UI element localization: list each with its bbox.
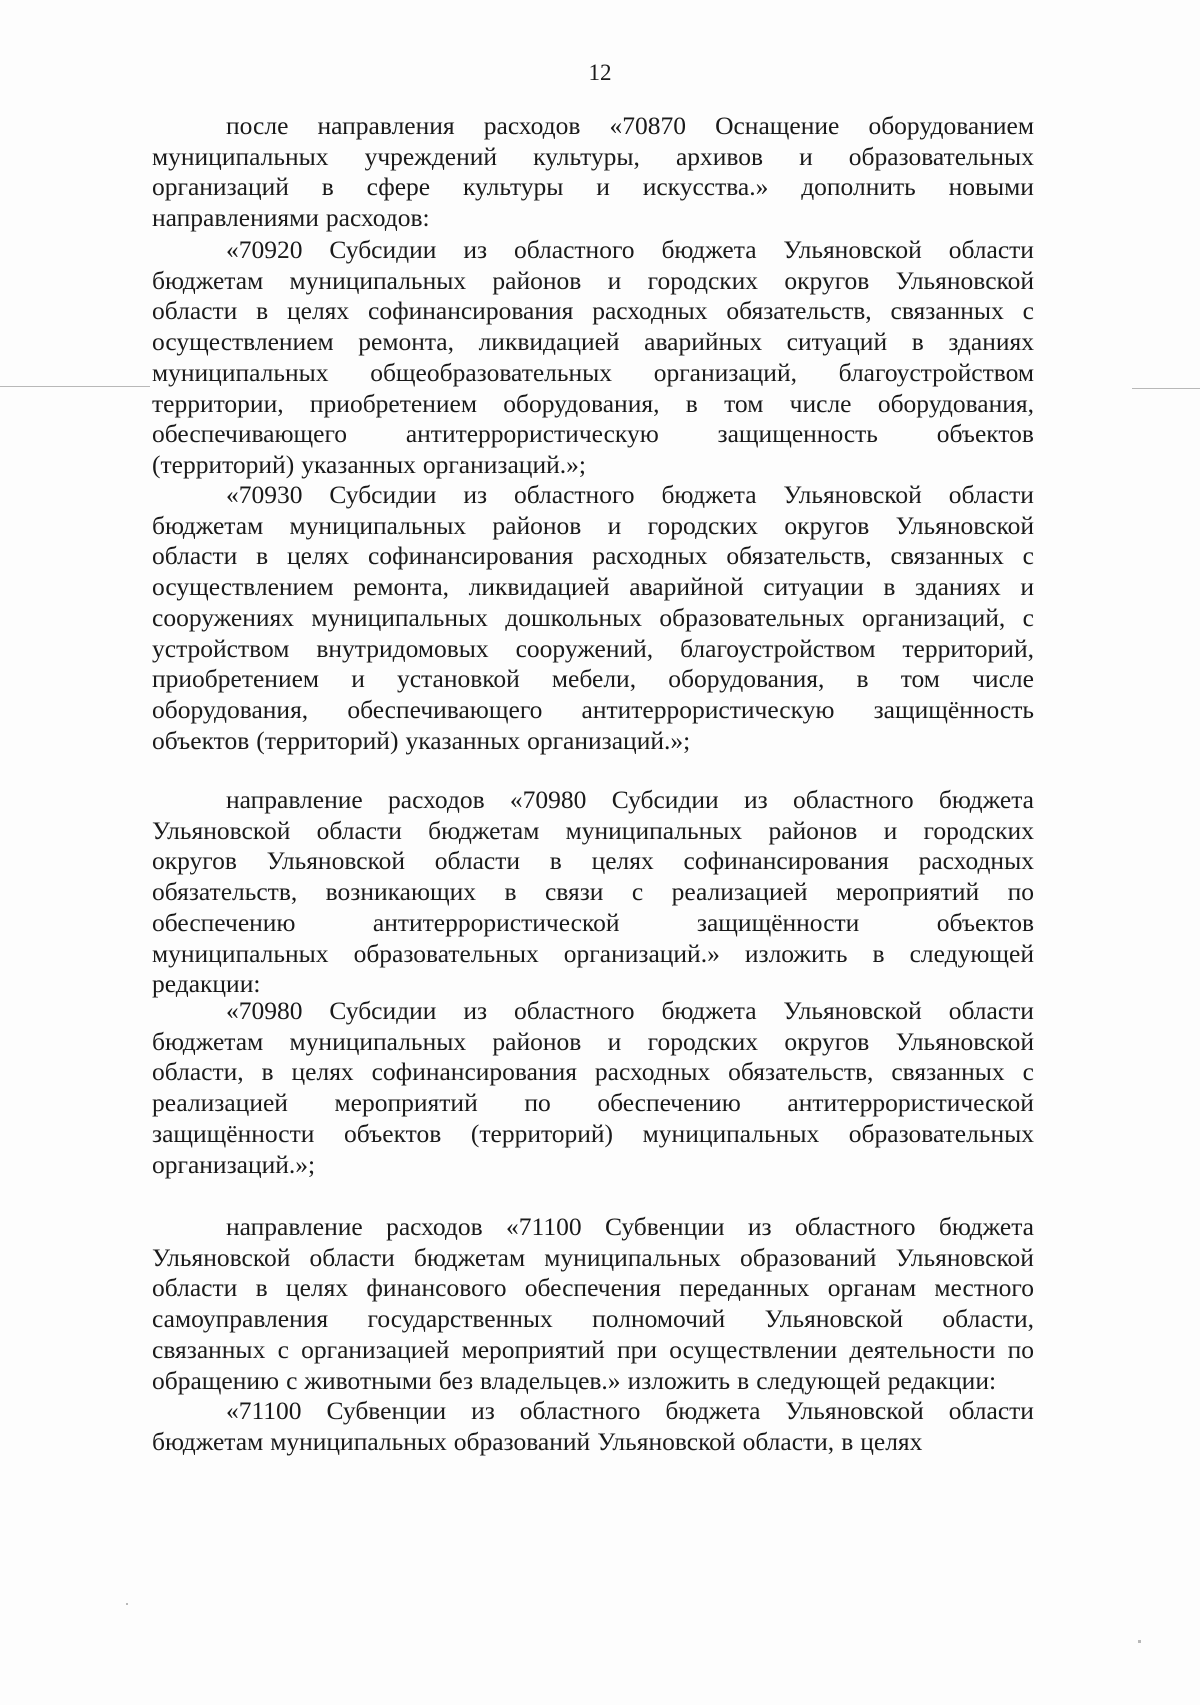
text-line: муниципальных образовательных организаций.» изложить в следующей xyxy=(152,939,1034,968)
text-line: «71100 Субвенции из областного бюджета Ульяновской области xyxy=(226,1396,1034,1425)
text-line: бюджетам муниципальных районов и городских округов Ульяновской xyxy=(152,1027,1034,1056)
text-line: направление расходов «70980 Субсидии из областного бюджета xyxy=(226,785,1034,814)
scan-artifact-dot xyxy=(126,1603,128,1605)
text-line: устройством внутридомовых сооружений, благоустройством территорий, xyxy=(152,634,1034,663)
text-line: округов Ульяновской области в целях софинансирования расходных xyxy=(152,846,1034,875)
text-line: организаций.»; xyxy=(152,1150,316,1179)
scan-artifact-line xyxy=(0,386,150,387)
scan-artifact-line xyxy=(1132,388,1200,389)
text-line: осуществлением ремонта, ликвидацией аварийных ситуаций в зданиях xyxy=(152,327,1034,356)
text-line: обращению с животными без владельцев.» изложить в следующей редакции: xyxy=(152,1366,997,1395)
text-line: (территорий) указанных организаций.»; xyxy=(152,450,586,479)
text-line: реализацией мероприятий по обеспечению антитеррористической xyxy=(152,1088,1034,1117)
text-line: области, в целях софинансирования расходных обязательств, связанных с xyxy=(152,1057,1034,1086)
text-line: «70920 Субсидии из областного бюджета Ульяновской области xyxy=(226,235,1034,264)
text-line: осуществлением ремонта, ликвидацией аварийной ситуации в зданиях и xyxy=(152,572,1034,601)
text-line: бюджетам муниципальных образований Ульяновской области, в целях xyxy=(152,1427,923,1456)
text-line: бюджетам муниципальных районов и городских округов Ульяновской xyxy=(152,511,1034,540)
text-line: приобретением и установкой мебели, оборудования, в том числе xyxy=(152,664,1034,693)
text-line: муниципальных учреждений культуры, архивов и образовательных xyxy=(152,142,1034,171)
text-line: самоуправления государственных полномочий Ульяновской области, xyxy=(152,1304,1034,1333)
text-line: обеспечению антитеррористической защищённости объектов xyxy=(152,908,1034,937)
text-line: «70930 Субсидии из областного бюджета Ульяновской области xyxy=(226,480,1034,509)
text-line: области в целях софинансирования расходных обязательств, связанных с xyxy=(152,541,1034,570)
text-line: области в целях финансового обеспечения переданных органам местного xyxy=(152,1273,1034,1302)
text-line: направление расходов «71100 Субвенции из областного бюджета xyxy=(226,1212,1034,1241)
text-line: обязательств, возникающих в связи с реализацией мероприятий по xyxy=(152,877,1034,906)
text-line: обеспечивающего антитеррористическую защищенность объектов xyxy=(152,419,1034,448)
text-line: области в целях софинансирования расходных обязательств, связанных с xyxy=(152,296,1034,325)
text-line: «70980 Субсидии из областного бюджета Ульяновской области xyxy=(226,996,1034,1025)
text-line: объектов (территорий) указанных организаций.»; xyxy=(152,726,691,755)
scan-artifact-dot xyxy=(1138,1640,1141,1643)
text-line: Ульяновской области бюджетам муниципальных районов и городских xyxy=(152,816,1034,845)
text-line: связанных с организацией мероприятий при осуществлении деятельности по xyxy=(152,1335,1034,1364)
text-line: оборудования, обеспечивающего антитеррористическую защищённость xyxy=(152,695,1034,724)
text-line: муниципальных общеобразовательных организаций, благоустройством xyxy=(152,358,1034,387)
text-line: направлениями расходов: xyxy=(152,203,430,232)
text-line: бюджетам муниципальных районов и городских округов Ульяновской xyxy=(152,266,1034,295)
text-line: сооружениях муниципальных дошкольных образовательных организаций, с xyxy=(152,603,1034,632)
text-line: после направления расходов «70870 Оснащение оборудованием xyxy=(226,111,1034,140)
page-number: 12 xyxy=(588,60,612,85)
text-line: территории, приобретением оборудования, в том числе оборудования, xyxy=(152,389,1034,418)
text-line: Ульяновской области бюджетам муниципальных образований Ульяновской xyxy=(152,1243,1034,1272)
text-line: организаций в сфере культуры и искусства.» дополнить новыми xyxy=(152,172,1034,201)
text-line: защищённости объектов (территорий) муниципальных образовательных xyxy=(152,1119,1034,1148)
text-line: редакции: xyxy=(152,969,261,998)
